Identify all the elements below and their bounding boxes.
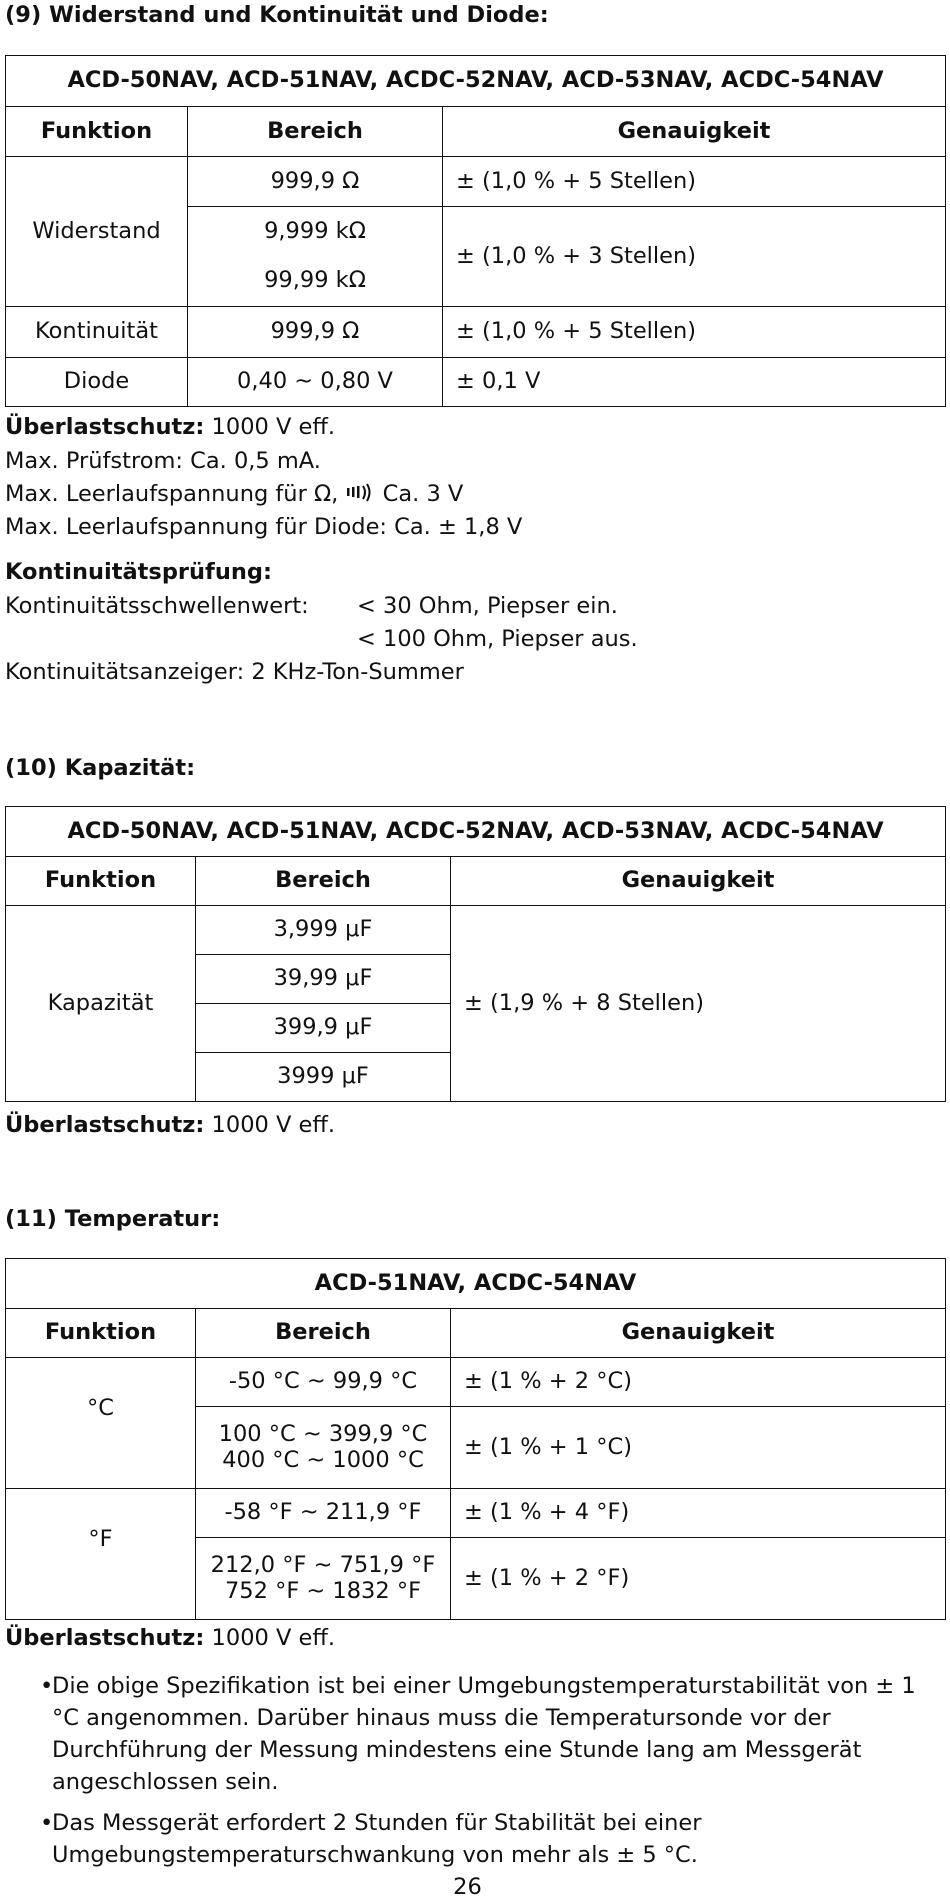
overload-label: Überlastschutz: (5, 1625, 205, 1651)
range-cell: 39,99 μF (196, 955, 451, 1004)
function-cell-fahrenheit: °F (6, 1489, 196, 1620)
range-cell: 3,999 μF (196, 906, 451, 955)
overload-value: 1000 V eff. (204, 1625, 336, 1651)
range-cell: 399,9 μF (196, 1004, 451, 1053)
open-circuit-prefix: Max. Leerlaufspannung für Ω, (5, 481, 339, 507)
overload-label: Überlastschutz: (5, 1112, 205, 1138)
column-header-range: Bereich (188, 107, 443, 157)
threshold-on: < 30 Ohm, Piepser ein. (357, 593, 618, 619)
accuracy-cell: ± (1,0 % + 5 Stellen) (443, 307, 946, 358)
range-line: 752 °F ~ 1832 °F (224, 1577, 422, 1604)
range-cell (196, 1407, 451, 1489)
range-cell: 99,99 kΩ (188, 257, 443, 307)
range-line: 212,0 °F ~ 751,9 °F (210, 1551, 436, 1578)
capacitance-spec-table (5, 806, 946, 1102)
range-cell: 999,9 Ω (188, 307, 443, 358)
range-cell (196, 1538, 451, 1620)
continuity-indicator: Kontinuitätsanzeiger: 2 KHz-Ton-Summer (5, 659, 464, 685)
overload-value: 1000 V eff. (204, 1112, 336, 1138)
column-header-accuracy: Genauigkeit (451, 857, 946, 906)
threshold-off: < 100 Ohm, Piepser aus. (357, 626, 638, 652)
note-text: Die obige Spezifikation ist bei einer Umgebungstemperaturstabilität von ± 1 °C angenommen. Darüber hinaus muss die Temperatursonde vor der Durchführung der Messung mindestens eine Stunde lang am Messgerät angeschlossen sein. (52, 1673, 916, 1795)
resistance-spec-table (5, 55, 946, 407)
table-models-header: ACD-51NAV, ACDC-54NAV (6, 1259, 946, 1309)
accuracy-cell: ± (1 % + 1 °C) (451, 1407, 946, 1489)
overload-value: 1000 V eff. (204, 414, 336, 440)
column-header-function: Funktion (6, 107, 188, 157)
accuracy-cell: ± (1 % + 2 °F) (451, 1538, 946, 1620)
continuity-heading: Kontinuitätsprüfung: (5, 559, 272, 585)
open-circuit-diode: Max. Leerlaufspannung für Diode: Ca. ± 1,8 V (5, 514, 523, 540)
section-9-heading: (9) Widerstand und Kontinuität und Diode: (5, 2, 549, 28)
overload-protection-line (5, 1112, 335, 1138)
function-cell: Diode (6, 358, 188, 407)
range-cell: 3999 μF (196, 1053, 451, 1102)
accuracy-cell: ± (1,9 % + 8 Stellen) (451, 906, 946, 1102)
bullet-dot: • (40, 1810, 54, 1836)
column-header-function: Funktion (6, 857, 196, 906)
range-cell: 0,40 ~ 0,80 V (188, 358, 443, 407)
page-number: 26 (453, 1874, 482, 1900)
column-header-accuracy: Genauigkeit (451, 1309, 946, 1358)
range-cell: 9,999 kΩ (188, 207, 443, 257)
note-text: Das Messgerät erfordert 2 Stunden für Stabilität bei einer Umgebungstemperaturschwankung von mehr als ± 5 °C. (52, 1810, 702, 1868)
note-bullet (40, 1670, 942, 1798)
note-bullet (40, 1807, 942, 1871)
temperature-spec-table (5, 1258, 946, 1620)
accuracy-cell: ± (1,0 % + 5 Stellen) (443, 157, 946, 207)
table-models-header: ACD-50NAV, ACD-51NAV, ACDC-52NAV, ACD-53NAV, ACDC-54NAV (6, 807, 946, 857)
range-cell: -50 °C ~ 99,9 °C (196, 1358, 451, 1407)
function-cell: Kontinuität (6, 307, 188, 358)
function-cell: Widerstand (6, 157, 188, 307)
threshold-label: Kontinuitätsschwellenwert: (5, 593, 309, 619)
continuity-sound-icon (345, 483, 375, 503)
range-line: 400 °C ~ 1000 °C (222, 1446, 424, 1473)
overload-protection-line (5, 414, 335, 440)
section-11-heading: (11) Temperatur: (5, 1206, 221, 1232)
column-header-function: Funktion (6, 1309, 196, 1358)
range-line: 100 °C ~ 399,9 °C (218, 1420, 428, 1447)
open-circuit-suffix: Ca. 3 V (375, 481, 464, 507)
column-header-range: Bereich (196, 857, 451, 906)
function-cell-celsius: °C (6, 1358, 196, 1489)
max-test-current: Max. Prüfstrom: Ca. 0,5 mA. (5, 448, 321, 474)
accuracy-cell: ± (1,0 % + 3 Stellen) (443, 207, 946, 307)
function-cell: Kapazität (6, 906, 196, 1102)
column-header-accuracy: Genauigkeit (443, 107, 946, 157)
section-10-heading: (10) Kapazität: (5, 755, 196, 781)
accuracy-cell: ± 0,1 V (443, 358, 946, 407)
overload-protection-line (5, 1625, 335, 1651)
bullet-dot: • (40, 1673, 54, 1699)
range-cell: -58 °F ~ 211,9 °F (196, 1489, 451, 1538)
overload-label: Überlastschutz: (5, 414, 205, 440)
accuracy-cell: ± (1 % + 2 °C) (451, 1358, 946, 1407)
open-circuit-voltage-line (5, 481, 463, 507)
accuracy-cell: ± (1 % + 4 °F) (451, 1489, 946, 1538)
range-cell: 999,9 Ω (188, 157, 443, 207)
column-header-range: Bereich (196, 1309, 451, 1358)
table-models-header: ACD-50NAV, ACD-51NAV, ACDC-52NAV, ACD-53NAV, ACDC-54NAV (6, 56, 946, 107)
